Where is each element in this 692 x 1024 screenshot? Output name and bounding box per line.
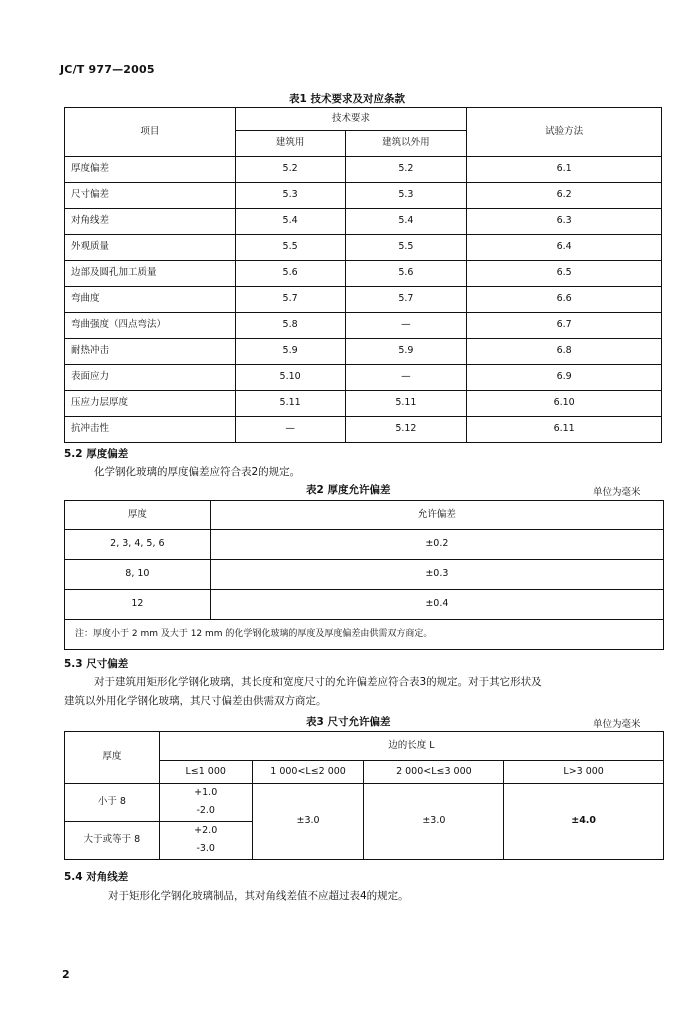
table3-row2-label: 大于或等于 8 — [65, 822, 160, 860]
row-method: 6.10 — [467, 391, 662, 417]
row-item: 对角线差 — [65, 209, 236, 235]
row-method: 6.7 — [467, 313, 662, 339]
row-method: 6.9 — [467, 365, 662, 391]
table-row — [65, 261, 662, 287]
table1-caption: 表1 技术要求及对应条款 — [289, 93, 405, 105]
row-item: 尺寸偏差 — [65, 183, 236, 209]
table3-merged-c2: ±3.0 — [252, 784, 364, 860]
table3 — [64, 731, 664, 860]
row-tolerance: ±0.4 — [210, 590, 663, 620]
standard-code: JC/T 977—2005 — [60, 63, 155, 76]
row-building: 5.9 — [235, 339, 345, 365]
row-tolerance: ±0.3 — [210, 560, 663, 590]
table-row — [65, 339, 662, 365]
row-thickness: 8, 10 — [65, 560, 211, 590]
row-other: 5.11 — [345, 391, 467, 417]
table1-head-method: 试验方法 — [467, 108, 662, 157]
table-row — [65, 157, 662, 183]
row-thickness: 12 — [65, 590, 211, 620]
table-row — [65, 784, 664, 803]
row-building: 5.11 — [235, 391, 345, 417]
row-method: 6.4 — [467, 235, 662, 261]
table-row — [65, 235, 662, 261]
row-building: 5.8 — [235, 313, 345, 339]
table2-unit: 单位为毫米 — [593, 487, 641, 498]
table2-head-tolerance: 允许偏差 — [210, 501, 663, 530]
row-method: 6.1 — [467, 157, 662, 183]
row-building: 5.4 — [235, 209, 345, 235]
table-row — [65, 530, 664, 560]
row-thickness: 2, 3, 4, 5, 6 — [65, 530, 211, 560]
table-row — [65, 365, 662, 391]
table1-head-tech: 技术要求 — [235, 108, 467, 131]
row-building: 5.2 — [235, 157, 345, 183]
table3-head-thickness: 厚度 — [65, 732, 160, 784]
row-building: 5.7 — [235, 287, 345, 313]
row-other: 5.6 — [345, 261, 467, 287]
row-method: 6.5 — [467, 261, 662, 287]
row-other: 5.3 — [345, 183, 467, 209]
row-building: 5.6 — [235, 261, 345, 287]
table2-head-thickness: 厚度 — [65, 501, 211, 530]
table2-note: 注：厚度小于 2 mm 及大于 12 mm 的化学钢化玻璃的厚度及厚度偏差由供需双方商定。 — [65, 620, 664, 650]
row-other: — — [345, 365, 467, 391]
table3-row2-plus: +2.0 — [159, 822, 252, 841]
row-item: 抗冲击性 — [65, 417, 236, 443]
row-method: 6.8 — [467, 339, 662, 365]
row-other: 5.4 — [345, 209, 467, 235]
table3-row1-minus: -2.0 — [159, 802, 252, 822]
section-5-4-text: 对于矩形化学钢化玻璃制品，其对角线差值不应超过表4的规定。 — [108, 890, 409, 902]
row-method: 6.6 — [467, 287, 662, 313]
section-5-2-text: 化学钢化玻璃的厚度偏差应符合表2的规定。 — [94, 466, 301, 478]
section-5-2-title: 5.2 厚度偏差 — [64, 448, 129, 460]
table-row — [65, 287, 662, 313]
section-5-3-line1: 对于建筑用矩形化学钢化玻璃，其长度和宽度尺寸的允许偏差应符合表3的规定。对于其它形状及 — [94, 676, 542, 688]
table3-head-c4: L>3 000 — [504, 761, 664, 784]
row-other: 5.2 — [345, 157, 467, 183]
table3-unit: 单位为毫米 — [593, 719, 641, 730]
row-item: 表面应力 — [65, 365, 236, 391]
row-other: — — [345, 313, 467, 339]
table2 — [64, 500, 664, 650]
table-row — [65, 391, 662, 417]
row-method: 6.2 — [467, 183, 662, 209]
table-row — [65, 560, 664, 590]
row-method: 6.11 — [467, 417, 662, 443]
row-building: 5.3 — [235, 183, 345, 209]
table-row — [65, 209, 662, 235]
row-other: 5.9 — [345, 339, 467, 365]
table3-head-c2: 1 000<L≤2 000 — [252, 761, 364, 784]
section-5-3-title: 5.3 尺寸偏差 — [64, 658, 129, 670]
row-other: 5.7 — [345, 287, 467, 313]
table-row — [65, 590, 664, 620]
table-row — [65, 183, 662, 209]
row-other: 5.5 — [345, 235, 467, 261]
row-building: 5.5 — [235, 235, 345, 261]
table3-merged-c3: ±3.0 — [364, 784, 504, 860]
row-item: 厚度偏差 — [65, 157, 236, 183]
row-method: 6.3 — [467, 209, 662, 235]
row-item: 弯曲度 — [65, 287, 236, 313]
table3-row2-minus: -3.0 — [159, 840, 252, 860]
table1 — [64, 107, 662, 443]
row-item: 边部及圆孔加工质量 — [65, 261, 236, 287]
table3-row1-label: 小于 8 — [65, 784, 160, 822]
table3-head-c1: L≤1 000 — [159, 761, 252, 784]
row-tolerance: ±0.2 — [210, 530, 663, 560]
table1-head-other: 建筑以外用 — [345, 131, 467, 157]
table3-caption: 表3 尺寸允许偏差 — [306, 716, 391, 728]
table-row — [65, 313, 662, 339]
row-item: 弯曲强度（四点弯法） — [65, 313, 236, 339]
section-5-3-line2: 建筑以外用化学钢化玻璃，其尺寸偏差由供需双方商定。 — [64, 695, 327, 707]
table1-head-building: 建筑用 — [235, 131, 345, 157]
row-building: 5.10 — [235, 365, 345, 391]
row-item: 压应力层厚度 — [65, 391, 236, 417]
table3-merged-c4: ±4.0 — [504, 784, 664, 860]
table3-row1-plus: +1.0 — [159, 784, 252, 803]
row-item: 外观质量 — [65, 235, 236, 261]
row-building: — — [235, 417, 345, 443]
row-other: 5.12 — [345, 417, 467, 443]
section-5-4-title: 5.4 对角线差 — [64, 871, 129, 883]
table3-head-side: 边的长度 L — [159, 732, 663, 761]
page-number: 2 — [62, 968, 70, 981]
table3-head-c3: 2 000<L≤3 000 — [364, 761, 504, 784]
table1-head-item: 项目 — [65, 108, 236, 157]
table-row — [65, 417, 662, 443]
table2-caption: 表2 厚度允许偏差 — [306, 484, 391, 496]
row-item: 耐热冲击 — [65, 339, 236, 365]
